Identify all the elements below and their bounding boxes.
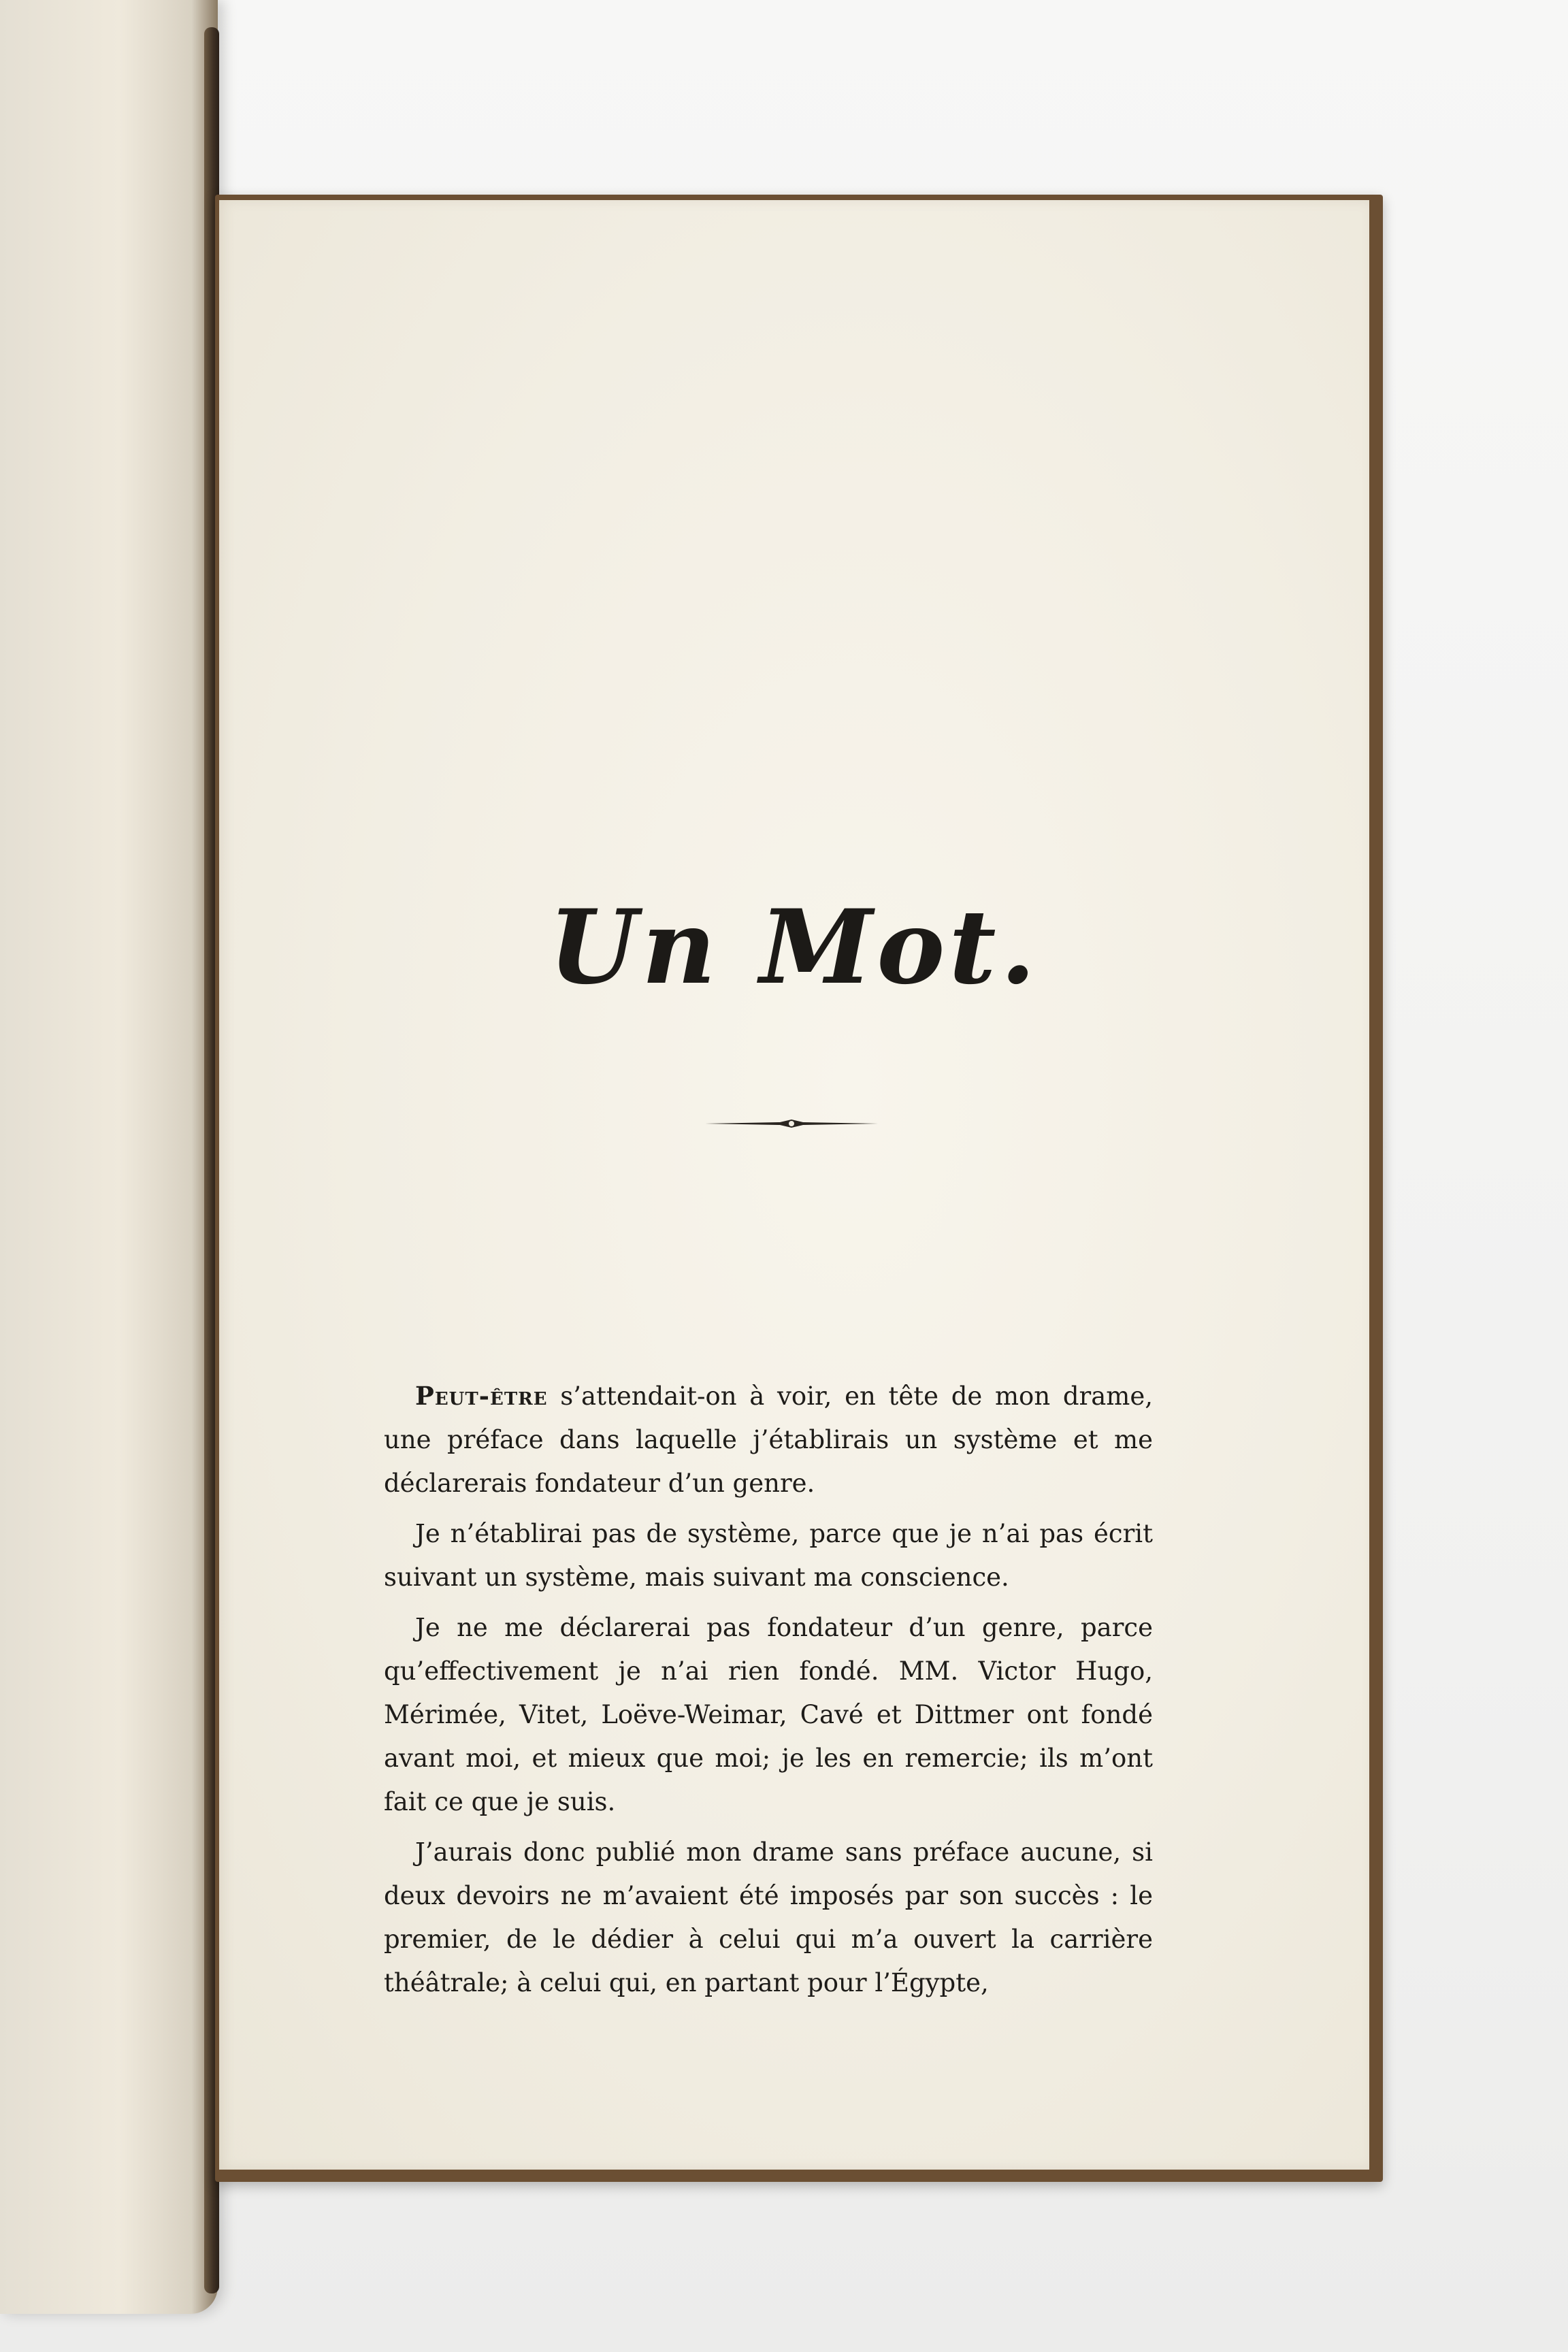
paragraph-3: Je ne me déclarerai pas fondateur d’un genre, parce qu’effectivement je n’ai rien fondé. MM. Victor Hugo, Mérimée, Vitet, Loëve-Weimar, Cavé et Dittmer ont fondé avant moi, et mieux que moi; je les en remercie; ils m’ont fait ce que je suis.	[384, 1613, 1153, 1816]
page-title: Un Mot.	[549, 887, 1040, 1007]
left-page	[0, 0, 218, 2314]
preface-text	[384, 1374, 1153, 2012]
paragraph-text: s’attendait-on à voir, en tête de mon drame, une préface dans laquelle j’établirais un système et me déclarerais fondateur d’un genre.	[384, 1382, 1153, 1498]
paragraph-lead: Peut-être	[415, 1381, 548, 1411]
ornamental-rule	[705, 1119, 878, 1128]
right-page	[219, 200, 1369, 2170]
paragraph-4: J’aurais donc publié mon drame sans préface aucune, si deux devoirs ne m’avaient été imposés par son succès : le premier, de le dédier à celui qui m’a ouvert la carrière théâtrale; à celui qui, en partant pour l’Égypte,	[384, 1838, 1153, 1997]
paragraph-1	[384, 1374, 1153, 1505]
paragraph-2: Je n’établirai pas de système, parce que je n’ai pas écrit suivant un système, mais suivant ma conscience.	[384, 1519, 1153, 1592]
